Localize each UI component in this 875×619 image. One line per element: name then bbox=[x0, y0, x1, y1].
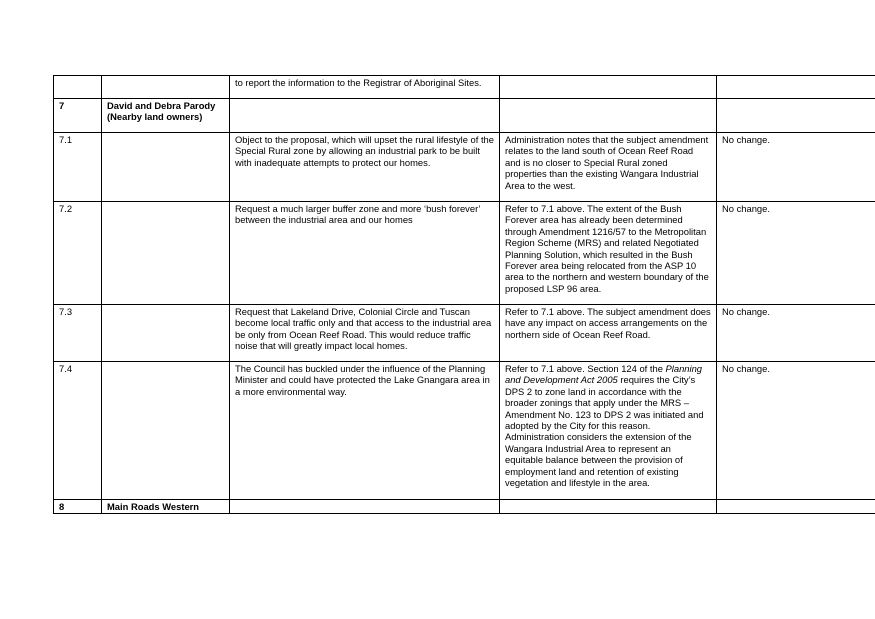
recommendation: No change. bbox=[717, 362, 875, 500]
table-row bbox=[54, 500, 875, 514]
table-row bbox=[54, 99, 875, 133]
submission-text: Object to the proposal, which will upset the rural lifestyle of the Special Rural zone by allowing an industrial park to be built with inadequate attempts to protect our homes. bbox=[230, 133, 500, 202]
submitter-name bbox=[102, 202, 230, 305]
submission-text bbox=[230, 500, 500, 514]
recommendation: No change. bbox=[717, 133, 875, 202]
administration-response: Refer to 7.1 above. The subject amendment does have any impact on access arrangements on the northern side of Ocean Reef Road. bbox=[500, 305, 717, 362]
act-title: Planning and Development Act 2005 bbox=[505, 363, 703, 386]
recommendation: No change. bbox=[717, 202, 875, 305]
submitter-name: Main Roads Western bbox=[102, 500, 230, 514]
recommendation bbox=[717, 99, 875, 133]
submitter-name bbox=[102, 76, 230, 99]
submissions-table bbox=[53, 75, 875, 514]
administration-response bbox=[500, 500, 717, 514]
item-number: 7.3 bbox=[54, 305, 102, 362]
administration-response: Refer to 7.1 above. The extent of the Bush Forever area has already been determined through Amendment 1216/57 to the Metropolitan Region Scheme (MRS) and related Negotiated Planning Solution, which resulted in the Bush Forever area being relocated from the ASP 10 area to the northern and western boundary of the proposed LSP 96 area. bbox=[500, 202, 717, 305]
item-number: 7.2 bbox=[54, 202, 102, 305]
submitter-name bbox=[102, 305, 230, 362]
submission-text: to report the information to the Registrar of Aboriginal Sites. bbox=[230, 76, 500, 99]
table-row bbox=[54, 202, 875, 305]
response-text-start: Refer to 7.1 above. Section 124 of the bbox=[505, 363, 666, 374]
administration-response bbox=[500, 76, 717, 99]
table-row bbox=[54, 305, 875, 362]
submitter-name: David and Debra Parody (Nearby land owners) bbox=[102, 99, 230, 133]
response-text-end: requires the City’s DPS 2 to zone land in accordance with the broader zonings that apply under the MRS – Amendment No. 123 to DPS 2 was initiated and adopted by the City for this reason. Administration considers the extension of the Wangara Industrial Area to represent an equitable balance between the provision of employment land and retention of existing vegetation and lifestyle in the area. bbox=[505, 374, 704, 489]
administration-response bbox=[500, 99, 717, 133]
administration-response bbox=[500, 362, 717, 500]
submission-text bbox=[230, 99, 500, 133]
submitter-name bbox=[102, 362, 230, 500]
submission-text: The Council has buckled under the influence of the Planning Minister and could have protected the Lake Gnangara area in a more environmental way. bbox=[230, 362, 500, 500]
item-number: 8 bbox=[54, 500, 102, 514]
table-row bbox=[54, 133, 875, 202]
submission-text: Request that Lakeland Drive, Colonial Circle and Tuscan become local traffic only and that access to the industrial area be only from Ocean Reef Road. This would reduce traffic noise that will greatly impact local homes. bbox=[230, 305, 500, 362]
submitter-name bbox=[102, 133, 230, 202]
item-number: 7.1 bbox=[54, 133, 102, 202]
recommendation: No change. bbox=[717, 305, 875, 362]
recommendation bbox=[717, 500, 875, 514]
table-row bbox=[54, 76, 875, 99]
administration-response: Administration notes that the subject amendment relates to the land south of Ocean Reef Road and is no closer to Special Rural zoned properties than the existing Wangara Industrial Area to the west. bbox=[500, 133, 717, 202]
recommendation bbox=[717, 76, 875, 99]
item-number: 7 bbox=[54, 99, 102, 133]
submission-text: Request a much larger buffer zone and more ‘bush forever’ between the industrial area and our homes bbox=[230, 202, 500, 305]
item-number bbox=[54, 76, 102, 99]
item-number: 7.4 bbox=[54, 362, 102, 500]
table-row bbox=[54, 362, 875, 500]
